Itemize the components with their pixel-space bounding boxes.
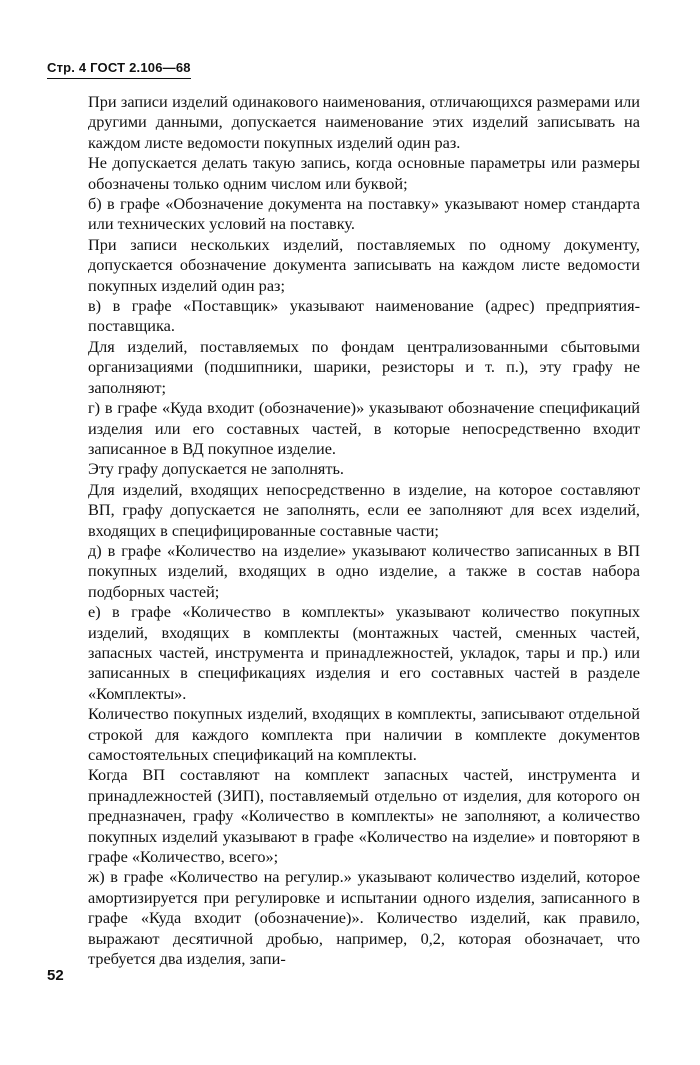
paragraph: д) в графе «Количество на изделие» указывают количество записанных в ВП покупных изделий, входящих в одно изделие, а также в состав набора подборных частей; (88, 540, 640, 601)
paragraph: Не допускается делать такую запись, когда основные параметры или размеры обозначены только одним числом или буквой; (88, 153, 640, 193)
page-number: 52 (47, 967, 64, 984)
paragraph: е) в графе «Количество в комплекты» указывают количество покупных изделий, входящих в комплекты (монтажных частей, сменных частей, запасных частей, инструмента и принадлежностей, укладок, тары и пр.) или записанных в спецификациях изделия и его составных частей в разделе «Комплекты». (88, 602, 640, 703)
paragraph: б) в графе «Обозначение документа на поставку» указывают номер стандарта или технических условий на поставку. (88, 194, 640, 234)
paragraph: Когда ВП составляют на комплект запасных частей, инструмента и принадлежностей (ЗИП), поставляемый отдельно от изделия, для которого он предназначен, графу «Количество в комплекты» не заполняют, а количество покупных изделий указывают в графе «Количество на изделие» и повторяют в графе «Количество, всего»; (88, 765, 640, 867)
paragraph: ж) в графе «Количество на регулир.» указывают количество изделий, которое амортизируется при регулировке и испытании одного изделия, записанного в графе «Куда входит (обозначение)». Количество изделий, как правило, выражают десятичной дробью, например, 0,2, которая обозначает, что требуется два изделия, запи- (88, 867, 640, 969)
paragraph: Для изделий, входящих непосредственно в изделие, на которое составляют ВП, графу допускается не заполнять, если ее заполняют для всех изделий, входящих в специфицированные составные части; (88, 479, 640, 540)
body-text (88, 92, 640, 969)
paragraph: Эту графу допускается не заполнять. (88, 459, 345, 479)
page-header: Стр. 4 ГОСТ 2.106—68 (47, 60, 191, 79)
paragraph: г) в графе «Куда входит (обозначение)» указывают обозначение спецификаций изделия или его составных частей, в которые непосредственно входит записанное в ВД покупное изделие. (88, 398, 640, 458)
paragraph: в) в графе «Поставщик» указывают наименование (адрес) предприятия-поставщика. (88, 296, 640, 336)
paragraph: Для изделий, поставляемых по фондам централизованными сбытовыми организациями (подшипники, шарики, резисторы и т. п.), эту графу не заполняют; (88, 336, 640, 397)
paragraph: При записи изделий одинакового наименования, отличающихся размерами или другими данными, допускается наименование этих изделий записывать на каждом листе ведомости покупных изделий один раз. (88, 92, 640, 152)
paragraph: При записи нескольких изделий, поставляемых по одному документу, допускается обозначение документа записывать на каждом листе ведомости покупных изделий один раз; (88, 234, 640, 295)
paragraph: Количество покупных изделий, входящих в комплекты, записывают отдельной строкой для каждого комплекта при наличии в комплекте документов самостоятельных спецификаций на комплекты. (88, 704, 640, 764)
